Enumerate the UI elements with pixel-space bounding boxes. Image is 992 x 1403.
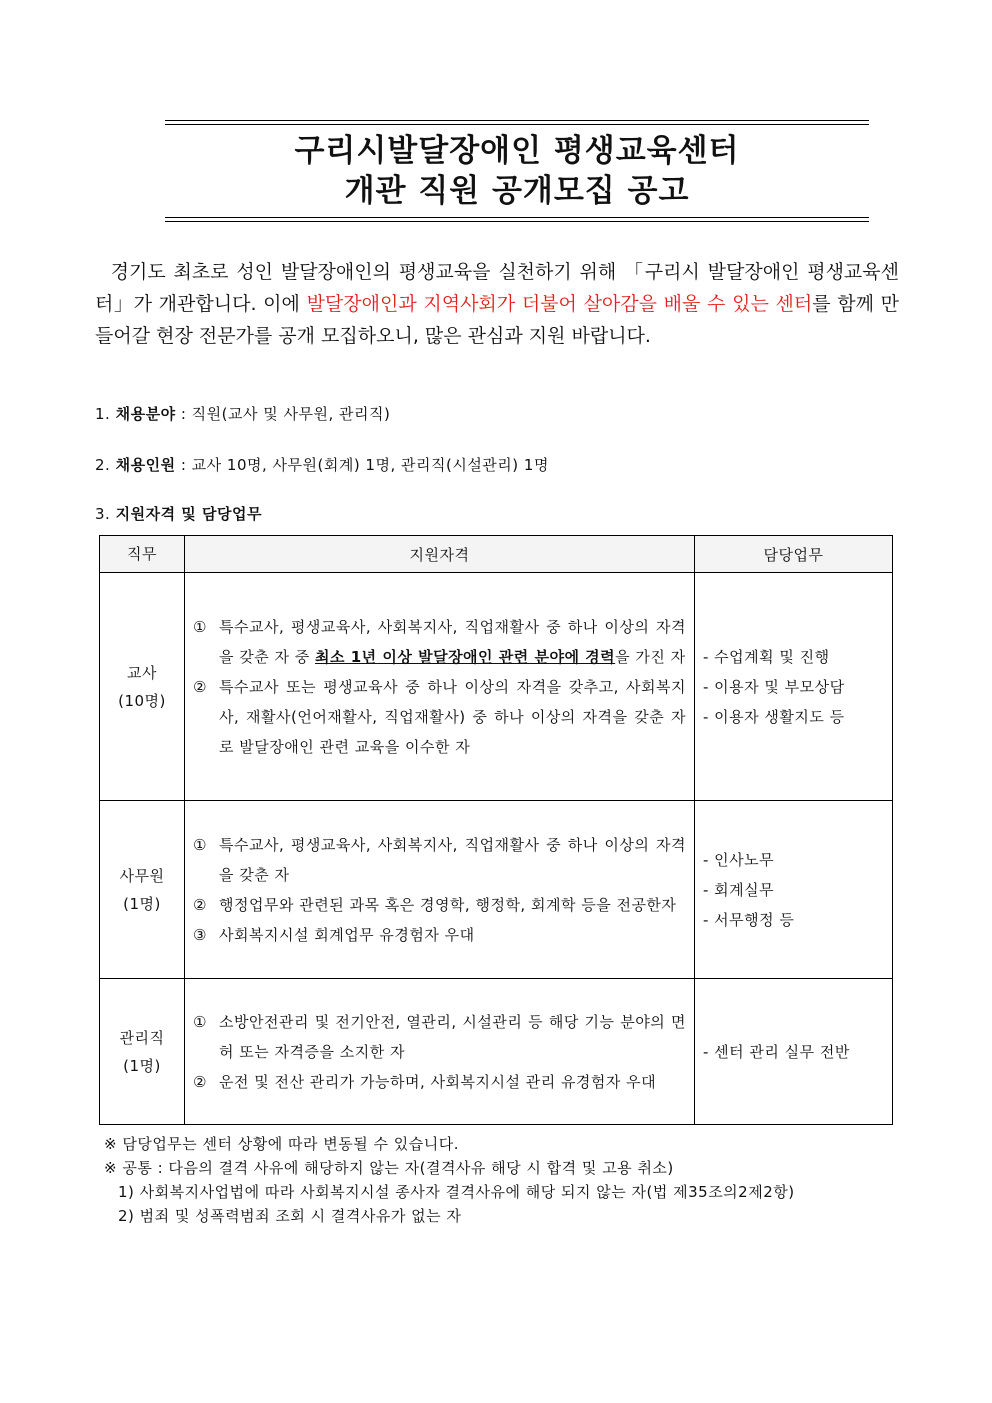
qualification-text: 특수교사 또는 평생교육사 중 하나 이상의 자격을 갖추고, 사회복지사, 재활사(언어재활사, 직업재활사) 중 하나 이상의 자격을 갖춘 자로 발달장애인 관련 교육을 이수한 자 xyxy=(219,677,686,756)
duty-item: - 서무행정 등 xyxy=(703,910,795,929)
table-header-row xyxy=(100,536,893,573)
section-1 xyxy=(95,404,390,424)
table-row-facility xyxy=(100,979,893,1125)
job-cell xyxy=(100,801,185,979)
job-cell xyxy=(100,979,185,1125)
qualification-text: 운전 및 전산 관리가 가능하며, 사회복지시설 관리 유경험자 우대 xyxy=(219,1072,657,1091)
duty-item: - 이용자 및 부모상담 xyxy=(703,677,845,696)
qualification-item xyxy=(193,920,686,950)
duty-cell xyxy=(695,979,893,1125)
qualification-post: 을 가진 자 xyxy=(615,647,686,666)
qualification-item xyxy=(193,1067,686,1097)
qualification-cell xyxy=(185,801,695,979)
note-line: ※ 공통 : 다음의 결격 사유에 해당하지 않는 자(결격사유 해당 시 합격 및 고용 취소) xyxy=(104,1159,674,1177)
qualification-text xyxy=(219,612,686,672)
qualification-text: 사회복지시설 회계업무 유경험자 우대 xyxy=(219,925,475,944)
job-title: 교사 xyxy=(127,663,157,682)
note-line: ※ 담당업무는 센터 상황에 따라 변동될 수 있습니다. xyxy=(104,1135,460,1153)
duty-item: - 수업계획 및 진행 xyxy=(703,647,830,666)
job-count: (1명) xyxy=(123,894,161,913)
qualification-item xyxy=(193,672,686,762)
duty-item: - 센터 관리 실무 전반 xyxy=(703,1042,850,1061)
qualification-item xyxy=(193,612,686,672)
qualification-cell xyxy=(185,573,695,801)
header-duties: 담당업무 xyxy=(695,536,893,573)
qualification-number: ② xyxy=(193,895,207,914)
qualification-number: ③ xyxy=(193,925,207,944)
job-count: (1명) xyxy=(123,1056,161,1075)
qualification-item xyxy=(193,830,686,890)
qualification-text: 특수교사, 평생교육사, 사회복지사, 직업재활사 중 하나 이상의 자격을 갖춘 자 xyxy=(219,835,686,884)
qualification-text: 행정업무와 관련된 과목 혹은 경영학, 행정학, 회계학 등을 전공한자 xyxy=(219,895,677,914)
duty-item: - 회계실무 xyxy=(703,880,775,899)
notes-block xyxy=(104,1132,795,1228)
section-value: : 직원(교사 및 사무원, 관리직) xyxy=(175,405,391,423)
title-bottom-rule xyxy=(165,221,869,222)
job-count: (10명) xyxy=(118,691,166,710)
qualification-emphasis: 최소 1년 이상 발달장애인 관련 분야에 경력 xyxy=(315,647,616,666)
qualification-cell xyxy=(185,979,695,1125)
header-job: 직무 xyxy=(100,536,185,573)
job-title: 사무원 xyxy=(119,866,165,885)
note-subline: 2) 범죄 및 성폭력범죄 조회 시 결격사유가 없는 자 xyxy=(118,1207,462,1225)
intro-text-2: 를 함께 만들어갈 현장 전문가를 공개 모집하오니, 많은 관심과 지원 바랍니다. xyxy=(95,293,899,347)
qualification-number: ① xyxy=(193,617,207,636)
header-qualifications: 지원자격 xyxy=(185,536,695,573)
qualification-number: ② xyxy=(193,1072,207,1091)
section-label: 채용분야 xyxy=(115,405,176,423)
title-bottom-rule-inner xyxy=(165,217,869,218)
title-line-2: 개관 직원 공개모집 공고 xyxy=(344,173,690,209)
intro-paragraph xyxy=(95,256,899,352)
title-top-rule-inner xyxy=(165,124,869,125)
section-num: 3. xyxy=(95,505,111,523)
title-block xyxy=(165,120,869,222)
duty-item: - 이용자 생활지도 등 xyxy=(703,707,845,726)
title-top-rule xyxy=(165,120,869,121)
duty-cell xyxy=(695,573,893,801)
intro-highlight: 발달장애인과 지역사회가 더불어 살아감을 배울 수 있는 센터 xyxy=(306,293,813,315)
qualification-number: ① xyxy=(193,1012,207,1031)
note-subline: 1) 사회복지사업법에 따라 사회복지시설 종사자 결격사유에 해당 되지 않는 자(법 제35조의2제2항) xyxy=(118,1183,795,1201)
section-label: 지원자격 및 담당업무 xyxy=(115,505,262,523)
qualification-table xyxy=(99,535,893,1125)
section-label: 채용인원 xyxy=(115,456,176,474)
title-line-1: 구리시발달장애인 평생교육센터 xyxy=(294,133,740,169)
duty-cell xyxy=(695,801,893,979)
intro-text-1: 경기도 최초로 성인 발달장애인의 평생교육을 실천하기 위해 「구리시 발달장애인 평생교육센터」가 개관합니다. 이에 xyxy=(95,261,899,315)
section-3 xyxy=(95,504,262,524)
section-value: : 교사 10명, 사무원(회계) 1명, 관리직(시설관리) 1명 xyxy=(175,456,549,474)
qualification-number: ② xyxy=(193,677,207,696)
qualification-item xyxy=(193,1007,686,1067)
job-cell xyxy=(100,573,185,801)
section-2 xyxy=(95,455,549,475)
qualification-pre: 특수교사, 평생교육사, 사회복지사, 직업재활사 중 하나 이상의 자격을 갖춘 자 중 xyxy=(219,617,686,666)
qualification-text: 소방안전관리 및 전기안전, 열관리, 시설관리 등 해당 기능 분야의 면허 또는 자격증을 소지한 자 xyxy=(219,1012,686,1061)
table-row-clerk xyxy=(100,801,893,979)
job-title: 관리직 xyxy=(119,1028,165,1047)
qualification-item xyxy=(193,890,686,920)
table-row-teacher xyxy=(100,573,893,801)
section-num: 2. xyxy=(95,456,111,474)
duty-item: - 인사노무 xyxy=(703,850,775,869)
section-num: 1. xyxy=(95,405,111,423)
qualification-number: ① xyxy=(193,835,207,854)
